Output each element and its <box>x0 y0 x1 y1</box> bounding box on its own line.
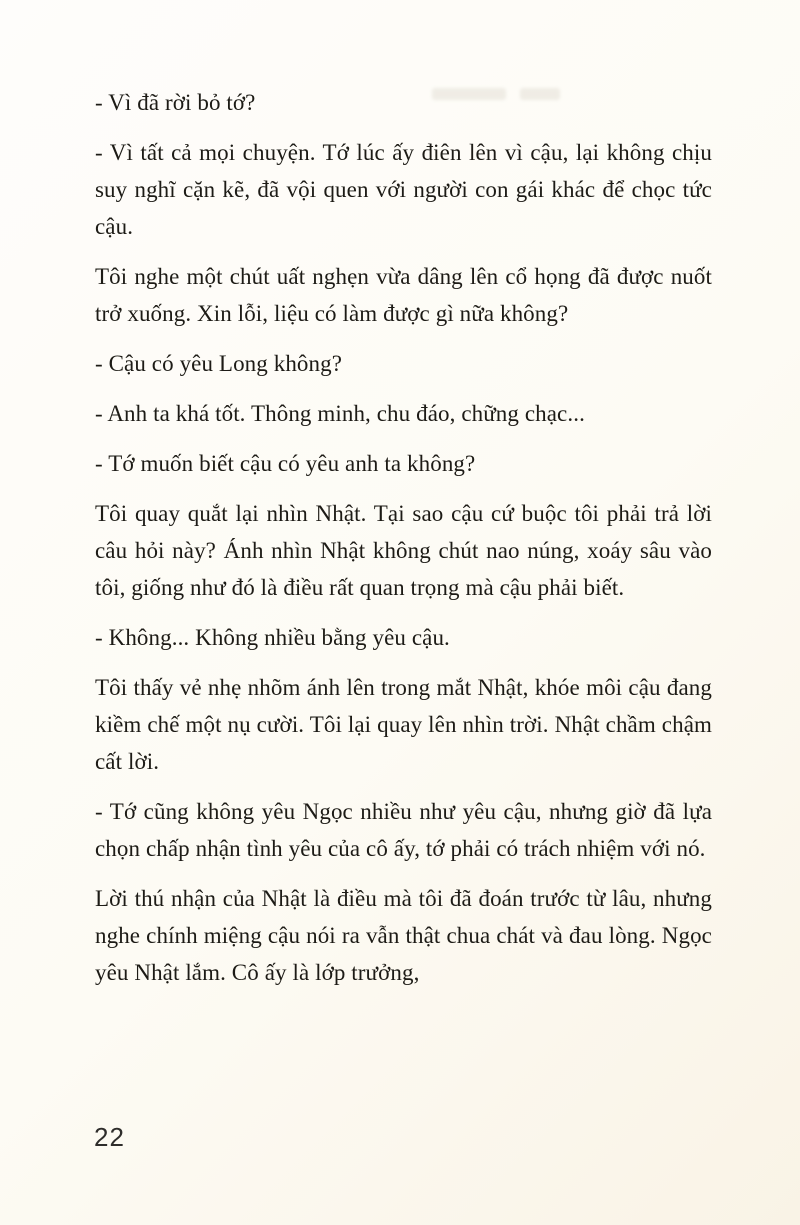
paragraph: - Vì đã rời bỏ tớ? <box>95 90 256 115</box>
paragraph: Tôi thấy vẻ nhẹ nhõm ánh lên trong mắt Nhật, khóe môi cậu đang kiềm chế một nụ cười. Tôi lại quay lên nhìn trời. Nhật chầm chậm cất lời. <box>95 675 712 774</box>
paragraph: Tôi nghe một chút uất nghẹn vừa dâng lên cổ họng đã được nuốt trở xuống. Xin lỗi, liệu có làm được gì nữa không? <box>95 264 712 326</box>
paragraph: Lời thú nhận của Nhật là điều mà tôi đã đoán trước từ lâu, nhưng nghe chính miệng cậu nói ra vẫn thật chua chát và đau lòng. Ngọc yêu Nhật lắm. Cô ấy là lớp trưởng, <box>95 886 712 985</box>
paragraph: - Tớ cũng không yêu Ngọc nhiều như yêu cậu, nhưng giờ đã lựa chọn chấp nhận tình yêu của cô ấy, tớ phải có trách nhiệm với nó. <box>95 799 712 861</box>
paragraph: - Cậu có yêu Long không? <box>95 351 343 376</box>
paragraph: - Tớ muốn biết cậu có yêu anh ta không? <box>95 451 476 476</box>
paragraph: - Anh ta khá tốt. Thông minh, chu đáo, chững chạc... <box>95 401 585 426</box>
paragraph: Tôi quay quắt lại nhìn Nhật. Tại sao cậu cứ buộc tôi phải trả lời câu hỏi này? Ánh nhìn Nhật không chút nao núng, xoáy sâu vào tôi, giống như đó là điều rất quan trọng mà cậu phải biết. <box>95 501 712 600</box>
page-number: 22 <box>94 1122 125 1152</box>
paragraph: - Vì tất cả mọi chuyện. Tớ lúc ấy điên lên vì cậu, lại không chịu suy nghĩ cặn kẽ, đã vội quen với người con gái khác để chọc tức cậu. <box>95 140 712 239</box>
body-text <box>95 84 712 991</box>
paragraph: - Không... Không nhiều bằng yêu cậu. <box>95 625 450 650</box>
